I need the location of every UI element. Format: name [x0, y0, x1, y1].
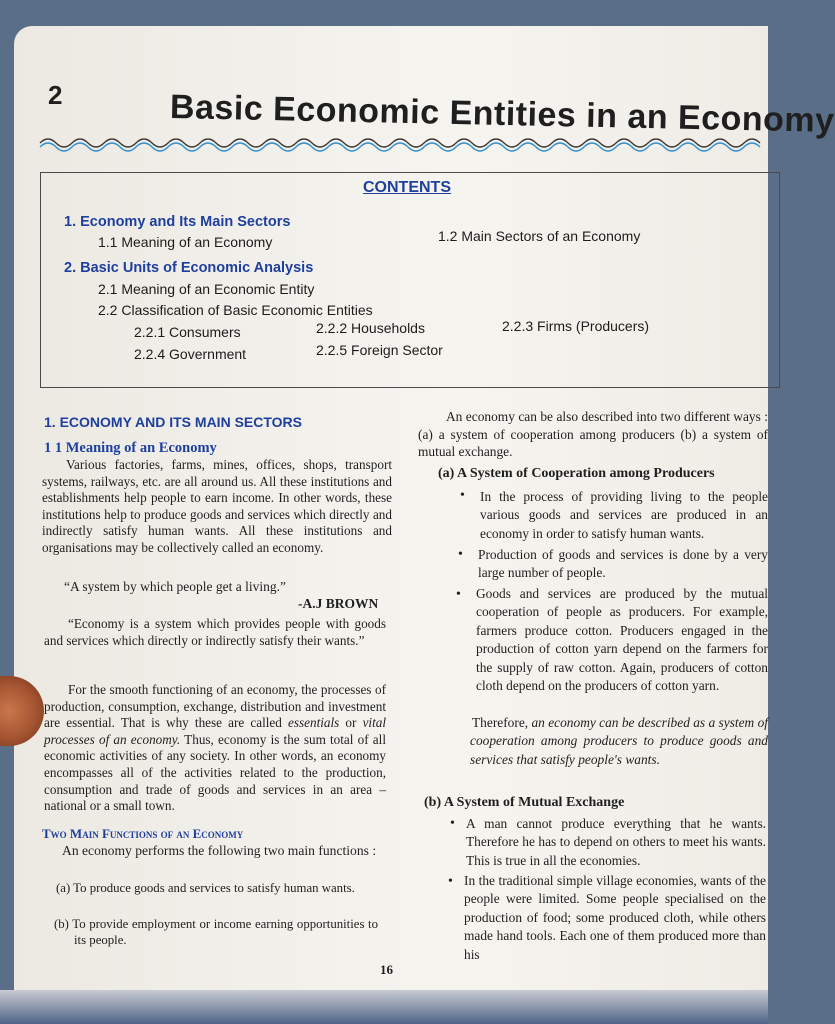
page-bottom-edge: [0, 990, 768, 1024]
paragraph-meaning: Various factories, farms, mines, offices, shops, transport systems, railways, etc. are all around us. All these institutions and establishments help people to earn income. In other words, these institutions help to produce goods and services which directly and indirectly satisfy human wants. All these institutions and organisations may be collectively called an economy.: [42, 457, 392, 555]
contents-item: 2. Basic Units of Economic Analysis: [64, 260, 314, 276]
bullet-a3: Goods and services are produced by the mutual cooperation of people as producers. For example, farmers produce cotton. Producers engaged in the production of cotton yarn depend on the farmers for the supply of raw cotton. Again, producers of cotton cloth depend on the producers of cotton yarn.: [476, 586, 768, 694]
bullet-icon: •: [448, 874, 453, 889]
quote-author: -A.J BROWN: [298, 596, 379, 611]
chapter-title: Basic Economic Entities in an Economy: [169, 88, 835, 140]
page-number: 16: [380, 962, 393, 977]
contents-item: 2.2.1 Consumers: [134, 324, 241, 340]
contents-item: 2.2.2 Households: [316, 320, 425, 336]
chapter-number: 2: [48, 80, 63, 110]
therefore-lead: Therefore,: [472, 715, 532, 730]
bullet-b2: In the traditional simple village economies, wants of the people were limited. Some people specialised on the production of food; some produced cloth, while others made hand tools. Each one of them produced more than his: [464, 873, 766, 962]
bullet-icon: •: [458, 547, 463, 562]
functions-intro: An economy performs the following two main functions :: [62, 843, 377, 858]
para-italic: vital processes of an economy.: [44, 715, 387, 747]
contents-item: 1.2 Main Sectors of an Economy: [438, 228, 641, 244]
functions-title: Two Main Functions of an Economy: [42, 826, 244, 841]
para-italic: essentials: [288, 715, 340, 731]
quote-brown: “A system by which people get a living.”: [64, 579, 286, 594]
decorative-wave-line: [40, 132, 768, 154]
contents-item: 2.1 Meaning of an Economic Entity: [98, 281, 315, 297]
quote-economy: “Economy is a system which provides people with goods and services which directly or indirectly satisfy their wants.”: [44, 616, 386, 648]
subsection-title: 1 1 Meaning of an Economy: [44, 440, 217, 456]
section-title: 1. ECONOMY AND ITS MAIN SECTORS: [44, 414, 302, 430]
bullet-a1: In the process of providing living to the people various goods and services are produced in an economy in order to satisfy human wants.: [480, 489, 768, 541]
contents-item: 1. Economy and Its Main Sectors: [64, 214, 291, 230]
contents-title: CONTENTS: [363, 179, 451, 196]
para-text: Thus, economy is the sum total of all economic activities of any society. In other words, an economy encompasses all of the activities related to the production, consumption and trade of goods and services in an area – national or a small town.: [44, 731, 386, 814]
function-b: (b) To provide employment or income earning opportunities to its people.: [54, 917, 378, 947]
heading-exchange: (b) A System of Mutual Exchange: [424, 795, 625, 810]
contents-item: 2.2 Classification of Basic Economic Entities: [98, 302, 373, 318]
contents-item: 2.2.5 Foreign Sector: [316, 342, 443, 358]
contents-item: 2.2.3 Firms (Producers): [502, 318, 650, 334]
heading-cooperation: (a) A System of Cooperation among Producers: [438, 466, 715, 481]
bullet-b1: A man cannot produce everything that he wants. Therefore he has to depend on others to meet his wants. This is true in all the economies.: [466, 816, 766, 868]
therefore-statement: [470, 714, 768, 769]
paragraph-two-ways: An economy can be also described into two different ways : (a) a system of cooperation among producers (b) a system of mutual exchange.: [418, 409, 768, 460]
bullet-icon: •: [450, 816, 455, 831]
contents-item: 2.2.4 Government: [134, 346, 247, 362]
therefore-italic: an economy can be described as a system of cooperation among producers to produce goods and services that satisfy people's wants.: [470, 715, 768, 767]
para-text: For the smooth functioning of an economy, the processes of production, consumption, exchange, distribution and investment are essential. That is why these are called: [44, 682, 386, 731]
bullet-icon: •: [460, 488, 465, 503]
function-a: (a) To produce goods and services to satisfy human wants.: [56, 881, 355, 895]
paragraph-processes: [44, 682, 386, 815]
bullet-icon: •: [456, 587, 461, 602]
contents-item: 1.1 Meaning of an Economy: [98, 234, 273, 250]
para-text: or: [339, 715, 363, 731]
bullet-a2: Production of goods and services is done by a very large number of people.: [478, 547, 768, 581]
